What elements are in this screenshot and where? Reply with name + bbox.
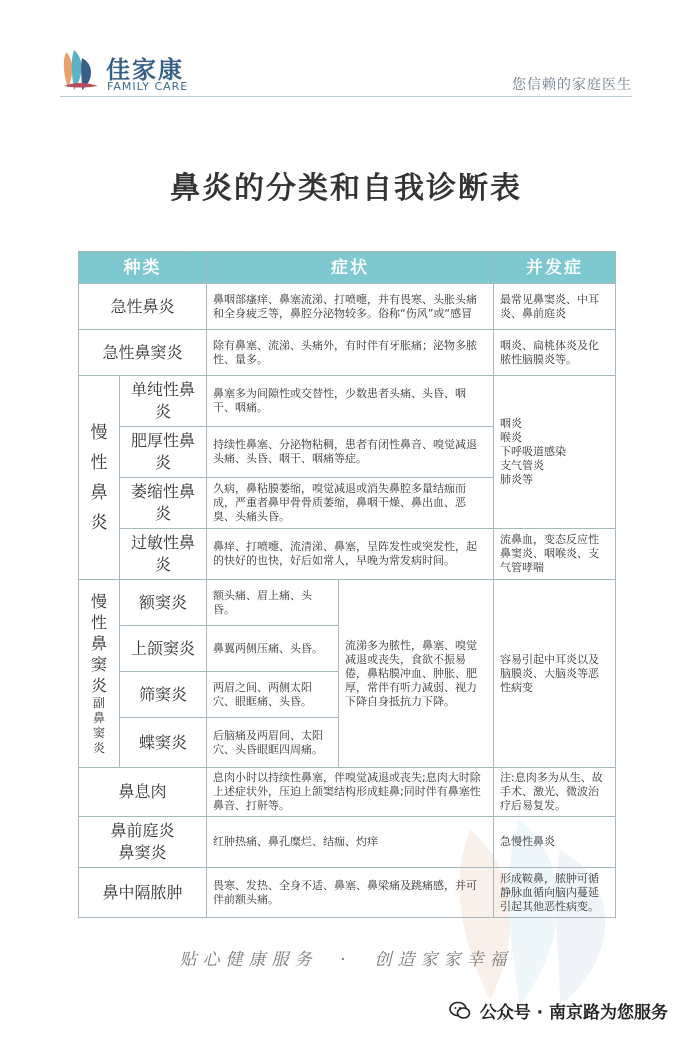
slogan-right: 创造家家幸福 — [374, 950, 513, 970]
symptom-cell: 持续性鼻塞、分泌物粘稠，患者有闭性鼻音、嗅觉减退头痛、头昏、咽干、咽痛等症。 — [207, 427, 494, 478]
type-name: 蝶窦炎 — [120, 718, 207, 768]
wechat-icon — [448, 999, 472, 1023]
group-char: 性 — [90, 452, 108, 473]
type-name: 额窦炎 — [120, 580, 207, 626]
complication-cell: 咽炎、扁桃体炎及化脓性脑膜炎等。 — [494, 330, 616, 376]
table-row — [79, 868, 616, 918]
symptom-cell: 畏寒、发热、全身不适、鼻塞、鼻梁痛及跳痛感，并可伴前额头痛。 — [207, 868, 494, 918]
symptom-cell: 两眉之间、两侧太阳穴、眼眶痛、头昏。 — [207, 672, 339, 718]
complication-cell: 最常见鼻窦炎、中耳炎、鼻前庭炎 — [494, 284, 616, 330]
symptom-cell: 鼻翼两侧压痛、头昏。 — [207, 626, 339, 672]
type-name: 萎缩性鼻炎 — [120, 478, 207, 529]
type-name: 急性鼻炎 — [79, 284, 207, 330]
group-char: 炎 — [90, 676, 107, 695]
family-care-logo-icon — [60, 48, 100, 92]
group-char: 慢 — [90, 592, 107, 611]
group-chronic-sinusitis — [79, 580, 120, 768]
type-name: 过敏性鼻炎 — [120, 529, 207, 580]
table-row — [79, 284, 616, 330]
footer-slogan — [0, 945, 692, 970]
group-char: 鼻 — [90, 482, 108, 503]
group-char: 窦 — [90, 655, 107, 674]
type-name: 单纯性鼻炎 — [120, 376, 207, 427]
sub-char: 炎 — [92, 741, 105, 755]
type-name: 上颌窦炎 — [120, 626, 207, 672]
group-chronic-rhinitis — [79, 376, 120, 580]
header-complication: 并发症 — [494, 252, 616, 284]
header-symptom: 症状 — [207, 252, 494, 284]
wechat-account-label: 公众号 · 南京路为您服务 — [479, 1003, 668, 1023]
slogan-left: 贴心健康服务 — [179, 950, 318, 970]
type-name: 筛窦炎 — [120, 672, 207, 718]
complication-cell: 急慢性鼻炎 — [494, 817, 616, 868]
type-name: 急性鼻窦炎 — [79, 330, 207, 376]
page-title: 鼻炎的分类和自我诊断表 — [170, 171, 522, 206]
group-char: 鼻 — [90, 634, 107, 653]
group-char: 慢 — [90, 422, 108, 443]
group-char: 性 — [90, 613, 107, 632]
table-row — [79, 330, 616, 376]
header-type: 种类 — [79, 252, 207, 284]
complication-cell: 咽炎 喉炎 下呼吸道感染 支气管炎 肺炎等 — [494, 376, 616, 529]
sub-char: 鼻 — [92, 711, 105, 725]
sub-char: 副 — [92, 696, 105, 710]
symptom-cell: 久病，鼻粘膜萎缩，嗅觉减退或消失鼻腔多量结痂而成，严重者鼻甲骨骨质萎缩，鼻咽干燥、鼻出血、恶臭、头痛头昏。 — [207, 478, 494, 529]
symptom-cell: 息肉小时以持续性鼻塞，伴嗅觉减退或丧失;息肉大时除上述症状外，压迫上颌窦结构形成蛙鼻;同时伴有鼻塞性鼻音、打鼾等。 — [207, 768, 494, 817]
type-name: 鼻中隔脓肿 — [79, 868, 207, 918]
symptom-cell: 鼻塞多为间隙性或交替性，少数患者头痛、头昏、咽干、咽痛。 — [207, 376, 494, 427]
sub-char: 窦 — [92, 726, 105, 740]
table-row — [79, 580, 616, 626]
group-char: 炎 — [90, 512, 108, 533]
brand-name-en: FAMILY CARE — [107, 80, 189, 93]
table-row — [79, 817, 616, 868]
shared-symptom-cell: 流涕多为脓性，鼻塞、嗅觉减退或丧失，食欲不振易倦，鼻粘膜冲血、肿胀、肥厚，常伴有听力减弱、视力下降自身抵抗力下降。 — [339, 580, 494, 768]
page-header — [0, 0, 692, 105]
table-row — [79, 376, 616, 427]
type-name — [79, 817, 207, 868]
complication-cell: 注:息肉多为从生、故手术、激光、微波治疗后易复发。 — [494, 768, 616, 817]
symptom-cell: 鼻痒、打喷嚏、流清涕、鼻塞，呈阵发性或突发性，起的快好的也快，好后如常人，早晚为常发病时间。 — [207, 529, 494, 580]
table-header-row — [79, 252, 616, 284]
tagline: 您信赖的家庭医生 — [512, 77, 632, 93]
wechat-account[interactable] — [448, 998, 668, 1023]
table-row — [79, 768, 616, 817]
header-divider — [60, 96, 632, 97]
type-name-line: 鼻窦炎 — [118, 843, 167, 862]
symptom-cell: 红肿热痛、鼻孔糜烂、结痂、灼痒 — [207, 817, 494, 868]
complication-cell: 形成鞍鼻，脓肿可循静脉血循向脑内蔓延引起其他恶性病变。 — [494, 868, 616, 918]
type-name-line: 鼻前庭炎 — [110, 821, 175, 840]
slogan-separator: · — [340, 950, 352, 970]
symptom-cell: 后脑痛及两眉间、太阳穴、头昏眼眶四周痛。 — [207, 718, 339, 768]
type-name: 鼻息肉 — [79, 768, 207, 817]
complication-cell: 流鼻血，变态反应性鼻窦炎、咽喉炎、支气管哮喘 — [494, 529, 616, 580]
complication-cell: 容易引起中耳炎以及脑膜炎、大脑炎等恶性病变 — [494, 580, 616, 768]
type-name: 肥厚性鼻炎 — [120, 427, 207, 478]
symptom-cell: 除有鼻塞、流涕、头痛外，有时伴有牙胀痛；泌物多脓性、量多。 — [207, 330, 494, 376]
symptom-cell: 额头痛、眉上痛、头昏。 — [207, 580, 339, 626]
rhinitis-table — [78, 251, 616, 918]
table-row — [79, 529, 616, 580]
brand-name-cn: 佳家康 — [106, 56, 184, 84]
symptom-cell: 鼻咽部瘙痒、鼻塞流涕、打喷嚏，并有畏寒、头胀头痛和全身疲乏等，鼻腔分泌物较多。俗称“伤风”或“感冒 — [207, 284, 494, 330]
